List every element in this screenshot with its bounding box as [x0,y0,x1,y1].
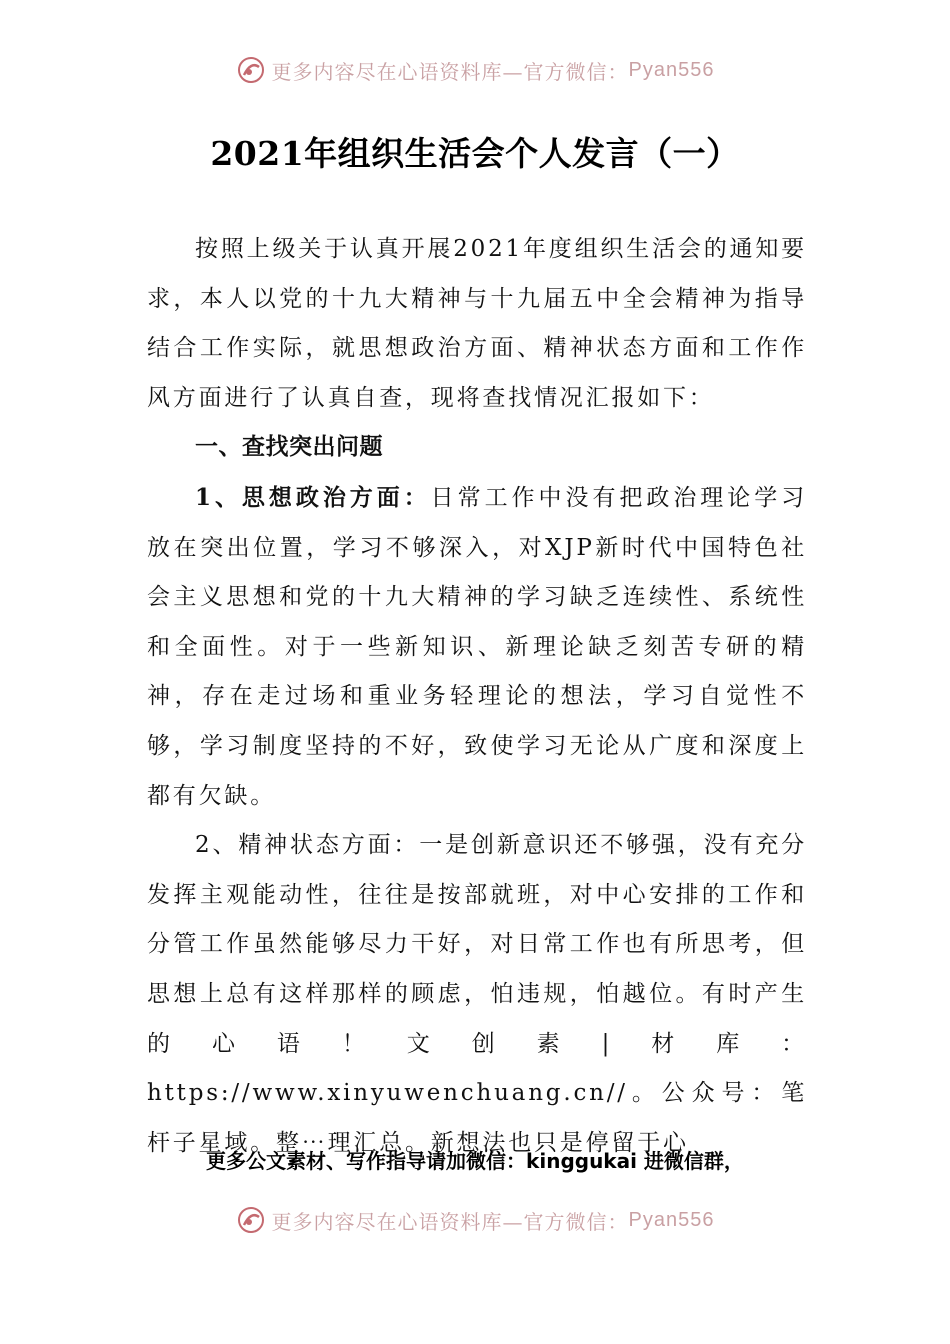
watermark-bottom [0,1205,950,1235]
item1-text: 日常工作中没有把政治理论学习放在突出位置，学习不够深入，对XJP新时代中国特色社会主义思想和党的十九大精神的学习缺乏连续性、系统性和全面性。对于一些新知识、新理论缺乏刻苦专研的精神，存在走过场和重业务轻理论的想法，学习自觉性不够，学习制度坚持的不好，致使学习无论从广度和深度上都有欠缺。 [147,484,807,809]
watermark-wechat-id: Pyan556 [628,1208,715,1231]
watermark-text: 更多内容尽在心语资料库—官方微信： [271,59,629,84]
intro-paragraph: 按照上级关于认真开展2021年度组织生活会的通知要求，本人以党的十九大精神与十九届五中全会精神为指导结合工作实际，就思想政治方面、精神状态方面和工作作风方面进行了认真自查，现将查找情况汇报如下： [147,236,807,411]
section-heading: 一、查找突出问题 [195,434,383,461]
item1-lead: 1、思想政治方面： [195,483,431,511]
footer-notice: 更多公文素材、写作指导请加微信：kinggukai 进微信群， [206,1149,744,1173]
document-title: 2021年组织生活会个人发言（一） [210,134,740,173]
watermark-top [0,55,950,85]
document-body [147,225,807,1168]
item2-paragraph: 2、精神状态方面：一是创新意识还不够强，没有充分发挥主观能动性，往往是按部就班，对中心安排的工作和分管工作虽然能够尽力干好，对日常工作也有所思考，但思想上总有这样那样的顾虑，怕违规，怕越位。有时产生的心语！文创素|材库：https://www.xinyuwenchuang.cn//。公众号：笔杆子星域。整⋯理汇总。新想法也只是停留于心 [147,832,807,1156]
brand-logo-icon [236,1205,266,1235]
item1-paragraph [147,473,807,821]
watermark-wechat-id: Pyan556 [628,58,715,81]
watermark-text: 更多内容尽在心语资料库—官方微信： [271,1209,629,1234]
brand-logo-icon [236,55,266,85]
